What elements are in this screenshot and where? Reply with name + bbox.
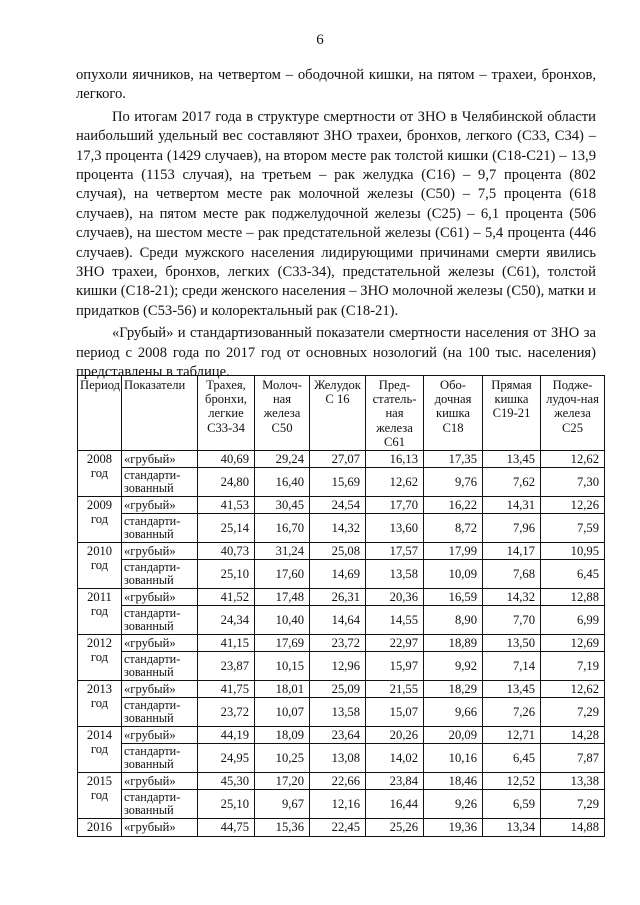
value-cell: 8,90 bbox=[424, 606, 483, 635]
value-cell: 26,31 bbox=[310, 589, 366, 606]
value-cell: 8,72 bbox=[424, 514, 483, 543]
value-cell: 12,62 bbox=[541, 681, 605, 698]
period-cell: 2012 год bbox=[78, 635, 122, 681]
value-cell: 12,16 bbox=[310, 790, 366, 819]
value-cell: 12,52 bbox=[483, 773, 541, 790]
value-cell: 25,09 bbox=[310, 681, 366, 698]
value-cell: 41,52 bbox=[198, 589, 255, 606]
column-header: Подже-лудоч-ная железа C25 bbox=[541, 376, 605, 451]
table-row bbox=[78, 652, 605, 681]
value-cell: 7,68 bbox=[483, 560, 541, 589]
table-row bbox=[78, 727, 605, 744]
column-header: Желудок C 16 bbox=[310, 376, 366, 451]
value-cell: 7,30 bbox=[541, 468, 605, 497]
value-cell: 13,45 bbox=[483, 681, 541, 698]
period-cell: 2011 год bbox=[78, 589, 122, 635]
column-header: Трахея, бронхи, легкие C33-34 bbox=[198, 376, 255, 451]
value-cell: 7,59 bbox=[541, 514, 605, 543]
value-cell: 45,30 bbox=[198, 773, 255, 790]
value-cell: 19,36 bbox=[424, 819, 483, 837]
table-row bbox=[78, 635, 605, 652]
indicator-cell: стандарти-зованный bbox=[122, 606, 198, 635]
value-cell: 24,54 bbox=[310, 497, 366, 514]
table-row bbox=[78, 698, 605, 727]
indicator-cell: стандарти-зованный bbox=[122, 560, 198, 589]
value-cell: 30,45 bbox=[255, 497, 310, 514]
value-cell: 27,07 bbox=[310, 451, 366, 468]
value-cell: 10,25 bbox=[255, 744, 310, 773]
value-cell: 7,70 bbox=[483, 606, 541, 635]
value-cell: 7,62 bbox=[483, 468, 541, 497]
value-cell: 17,35 bbox=[424, 451, 483, 468]
value-cell: 17,70 bbox=[366, 497, 424, 514]
value-cell: 13,45 bbox=[483, 451, 541, 468]
column-header: Молоч-ная железа C50 bbox=[255, 376, 310, 451]
table-row bbox=[78, 744, 605, 773]
value-cell: 41,53 bbox=[198, 497, 255, 514]
value-cell: 18,89 bbox=[424, 635, 483, 652]
value-cell: 6,45 bbox=[541, 560, 605, 589]
value-cell: 17,57 bbox=[366, 543, 424, 560]
indicator-cell: «грубый» bbox=[122, 681, 198, 698]
body-text bbox=[76, 66, 596, 383]
indicator-cell: «грубый» bbox=[122, 727, 198, 744]
value-cell: 16,59 bbox=[424, 589, 483, 606]
value-cell: 10,15 bbox=[255, 652, 310, 681]
indicator-cell: «грубый» bbox=[122, 543, 198, 560]
value-cell: 24,95 bbox=[198, 744, 255, 773]
paragraph: «Грубый» и стандартизованный показатели смертности населения от ЗНО за период с 2008 года по 2017 год от основных нозологий (на 100 тыс. населения) представлены в таблице. bbox=[76, 325, 596, 381]
period-cell: 2008 год bbox=[78, 451, 122, 497]
period-cell: 2014 год bbox=[78, 727, 122, 773]
value-cell: 10,95 bbox=[541, 543, 605, 560]
value-cell: 22,66 bbox=[310, 773, 366, 790]
value-cell: 23,72 bbox=[198, 698, 255, 727]
table-row bbox=[78, 790, 605, 819]
value-cell: 10,09 bbox=[424, 560, 483, 589]
value-cell: 13,60 bbox=[366, 514, 424, 543]
value-cell: 13,38 bbox=[541, 773, 605, 790]
table-row bbox=[78, 451, 605, 468]
value-cell: 29,24 bbox=[255, 451, 310, 468]
value-cell: 40,73 bbox=[198, 543, 255, 560]
value-cell: 24,34 bbox=[198, 606, 255, 635]
value-cell: 12,69 bbox=[541, 635, 605, 652]
value-cell: 17,69 bbox=[255, 635, 310, 652]
value-cell: 23,84 bbox=[366, 773, 424, 790]
value-cell: 25,10 bbox=[198, 560, 255, 589]
indicator-cell: «грубый» bbox=[122, 589, 198, 606]
column-header: Период bbox=[78, 376, 122, 451]
value-cell: 9,92 bbox=[424, 652, 483, 681]
value-cell: 14,31 bbox=[483, 497, 541, 514]
value-cell: 25,14 bbox=[198, 514, 255, 543]
paragraph: опухоли яичников, на четвертом – ободочной кишки, на пятом – трахеи, бронхов, легкого. bbox=[76, 67, 596, 103]
value-cell: 14,69 bbox=[310, 560, 366, 589]
value-cell: 13,08 bbox=[310, 744, 366, 773]
value-cell: 13,58 bbox=[366, 560, 424, 589]
table-row bbox=[78, 589, 605, 606]
indicator-cell: стандарти-зованный bbox=[122, 514, 198, 543]
value-cell: 41,75 bbox=[198, 681, 255, 698]
value-cell: 23,72 bbox=[310, 635, 366, 652]
period-cell: 2015 год bbox=[78, 773, 122, 819]
value-cell: 7,96 bbox=[483, 514, 541, 543]
value-cell: 24,80 bbox=[198, 468, 255, 497]
value-cell: 7,14 bbox=[483, 652, 541, 681]
paragraph: По итогам 2017 года в структуре смертности от ЗНО в Челябинской области наибольший удельный вес составляют ЗНО трахеи, бронхов, легкого (C33, C34) – 17,3 процента (1429 случаев), на втором месте рак толстой кишки (C18-C21) – 13,9 процента (1153 случая), на третьем – рак желудка (C16) – 9,7 процента (802 случая), на четвертом месте рак молочной железы (C50) – 7,5 процента (618 случаев), на пятом месте рак поджелудочной железы (C25) – 6,1 процента (506 случаев), на шестом месте – рак предстательной железы (C61) – 5,4 процента (446 случаев). Среди мужского населения лидирующими причинами смерти явились ЗНО трахеи, бронхов, легких (C33-34), предстательной железы (C61), толстой кишки (C18-21); среди женского населения – ЗНО молочной железы (C50), матки и придатков (C53-56) и колоректальный рак (C18-21). bbox=[76, 108, 596, 319]
value-cell: 18,29 bbox=[424, 681, 483, 698]
value-cell: 16,70 bbox=[255, 514, 310, 543]
value-cell: 15,07 bbox=[366, 698, 424, 727]
value-cell: 6,45 bbox=[483, 744, 541, 773]
table-header-row bbox=[78, 376, 605, 451]
value-cell: 14,55 bbox=[366, 606, 424, 635]
value-cell: 22,45 bbox=[310, 819, 366, 837]
table-row bbox=[78, 497, 605, 514]
value-cell: 9,66 bbox=[424, 698, 483, 727]
value-cell: 12,62 bbox=[541, 451, 605, 468]
value-cell: 25,10 bbox=[198, 790, 255, 819]
value-cell: 12,71 bbox=[483, 727, 541, 744]
value-cell: 10,16 bbox=[424, 744, 483, 773]
indicator-cell: стандарти-зованный bbox=[122, 790, 198, 819]
value-cell: 10,07 bbox=[255, 698, 310, 727]
value-cell: 31,24 bbox=[255, 543, 310, 560]
table-row bbox=[78, 606, 605, 635]
indicator-cell: «грубый» bbox=[122, 773, 198, 790]
table-body bbox=[78, 451, 605, 837]
value-cell: 6,59 bbox=[483, 790, 541, 819]
indicator-cell: стандарти-зованный bbox=[122, 652, 198, 681]
value-cell: 17,99 bbox=[424, 543, 483, 560]
value-cell: 18,09 bbox=[255, 727, 310, 744]
value-cell: 12,88 bbox=[541, 589, 605, 606]
period-cell: 2016 bbox=[78, 819, 122, 837]
table-row bbox=[78, 468, 605, 497]
value-cell: 14,17 bbox=[483, 543, 541, 560]
value-cell: 16,22 bbox=[424, 497, 483, 514]
column-header: Обо-дочная кишка C18 bbox=[424, 376, 483, 451]
value-cell: 13,58 bbox=[310, 698, 366, 727]
value-cell: 18,46 bbox=[424, 773, 483, 790]
column-header: Прямая кишка C19-21 bbox=[483, 376, 541, 451]
value-cell: 14,02 bbox=[366, 744, 424, 773]
value-cell: 7,29 bbox=[541, 698, 605, 727]
table-row bbox=[78, 514, 605, 543]
value-cell: 7,19 bbox=[541, 652, 605, 681]
column-header: Показатели bbox=[122, 376, 198, 451]
value-cell: 20,26 bbox=[366, 727, 424, 744]
column-header: Пред-статель-ная железа C61 bbox=[366, 376, 424, 451]
value-cell: 41,15 bbox=[198, 635, 255, 652]
value-cell: 7,29 bbox=[541, 790, 605, 819]
value-cell: 16,44 bbox=[366, 790, 424, 819]
value-cell: 9,76 bbox=[424, 468, 483, 497]
indicator-cell: стандарти-зованный bbox=[122, 468, 198, 497]
value-cell: 18,01 bbox=[255, 681, 310, 698]
value-cell: 13,34 bbox=[483, 819, 541, 837]
value-cell: 14,32 bbox=[310, 514, 366, 543]
value-cell: 20,36 bbox=[366, 589, 424, 606]
value-cell: 9,67 bbox=[255, 790, 310, 819]
value-cell: 12,26 bbox=[541, 497, 605, 514]
indicator-cell: «грубый» bbox=[122, 451, 198, 468]
value-cell: 10,40 bbox=[255, 606, 310, 635]
period-cell: 2013 год bbox=[78, 681, 122, 727]
value-cell: 40,69 bbox=[198, 451, 255, 468]
value-cell: 23,87 bbox=[198, 652, 255, 681]
value-cell: 14,32 bbox=[483, 589, 541, 606]
value-cell: 13,50 bbox=[483, 635, 541, 652]
value-cell: 14,28 bbox=[541, 727, 605, 744]
value-cell: 25,26 bbox=[366, 819, 424, 837]
value-cell: 9,26 bbox=[424, 790, 483, 819]
value-cell: 7,87 bbox=[541, 744, 605, 773]
indicator-cell: стандарти-зованный bbox=[122, 744, 198, 773]
table-row bbox=[78, 773, 605, 790]
page-number: 6 bbox=[316, 32, 324, 48]
indicator-cell: «грубый» bbox=[122, 819, 198, 837]
indicator-cell: «грубый» bbox=[122, 497, 198, 514]
value-cell: 15,36 bbox=[255, 819, 310, 837]
value-cell: 44,19 bbox=[198, 727, 255, 744]
value-cell: 12,96 bbox=[310, 652, 366, 681]
table-row bbox=[78, 681, 605, 698]
value-cell: 22,97 bbox=[366, 635, 424, 652]
table-row bbox=[78, 819, 605, 837]
value-cell: 16,13 bbox=[366, 451, 424, 468]
value-cell: 15,69 bbox=[310, 468, 366, 497]
period-cell: 2010 год bbox=[78, 543, 122, 589]
mortality-table bbox=[77, 375, 605, 837]
value-cell: 23,64 bbox=[310, 727, 366, 744]
value-cell: 20,09 bbox=[424, 727, 483, 744]
value-cell: 15,97 bbox=[366, 652, 424, 681]
value-cell: 14,88 bbox=[541, 819, 605, 837]
table-row bbox=[78, 560, 605, 589]
value-cell: 21,55 bbox=[366, 681, 424, 698]
value-cell: 6,99 bbox=[541, 606, 605, 635]
value-cell: 16,40 bbox=[255, 468, 310, 497]
value-cell: 17,20 bbox=[255, 773, 310, 790]
period-cell: 2009 год bbox=[78, 497, 122, 543]
value-cell: 12,62 bbox=[366, 468, 424, 497]
table-row bbox=[78, 543, 605, 560]
value-cell: 17,60 bbox=[255, 560, 310, 589]
indicator-cell: стандарти-зованный bbox=[122, 698, 198, 727]
value-cell: 14,64 bbox=[310, 606, 366, 635]
value-cell: 17,48 bbox=[255, 589, 310, 606]
value-cell: 7,26 bbox=[483, 698, 541, 727]
value-cell: 25,08 bbox=[310, 543, 366, 560]
value-cell: 44,75 bbox=[198, 819, 255, 837]
indicator-cell: «грубый» bbox=[122, 635, 198, 652]
